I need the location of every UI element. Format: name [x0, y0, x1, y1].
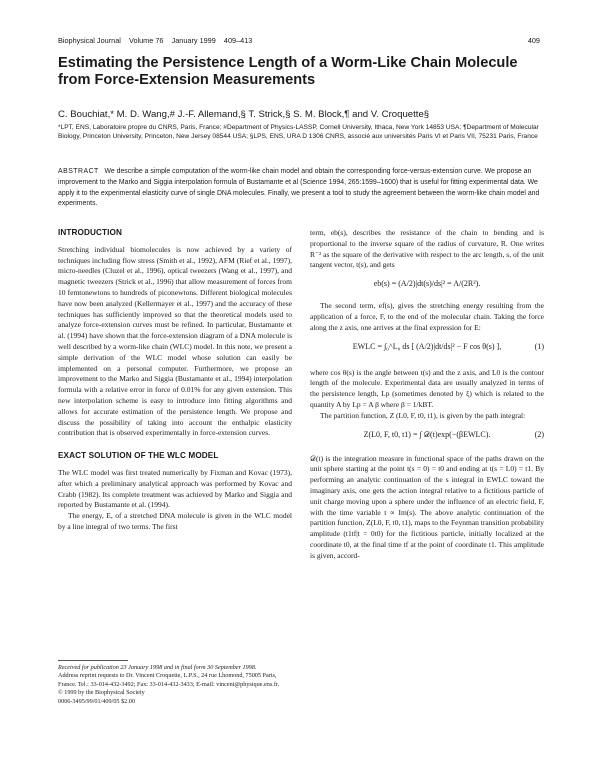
- bending-paragraph: term, eb(s), describes the resistance of the chain to bending and is proportional to the inverse square of the radius of curvature, R. One writes R⁻² as the square of the derivative with respect to the arc length, s, of the unit tangent vector, t(s), and gets: [310, 228, 544, 270]
- equation-number-1: (1): [534, 341, 544, 351]
- stretching-paragraph: The second term, ef(s), gives the stretching energy resulting from the application of a force, F, to the end of the molecular chain. Taking the force along the z axis, one arrives at the final expression for E:: [310, 301, 544, 332]
- measure-paragraph: 𝒟(t) is the integration measure in functional space of the paths drawn on the unit sphere starting at the point t(s = 0) = t0 and ending at t(s = L0) = t1. By performing an analytic continuation of the s integral in EWLC toward the imaginary axis, one gets the action integral relative to a fictitious particle of unit charge moving upon a sphere under the influence of an electric field, F, with the time variable t ∝ Im(s). The above analytic continuation of the partition function, Z(L0, F, t0, t1), maps to the Feynman transition probability amplitude (t1tf|t = 0t0) for the fictitious particle, initially localized at the coordinate t0, at the final time tf at the point of coordinate t1. This amplitude is given, accord-: [310, 453, 544, 560]
- right-column: [310, 228, 544, 562]
- issue-date: January 1999: [171, 36, 216, 45]
- received-note: Received for publication 23 January 1998 and in final form 30 September 1998.: [58, 664, 257, 671]
- partition-paragraph: The partition function, Z (L0, F, t0, t1), is given by the path integral:: [320, 410, 526, 420]
- wlc-paragraph-1: The WLC model was first treated numerically by Fixman and Kovac (1973), after which a preliminary analytical approach was performed by Kovac and Crabb (1982). Its complete treatment was achieved by Marko and Siggia and reported by Bustamante et al. (1994).: [58, 467, 292, 510]
- footnotes: [58, 660, 292, 706]
- journal-volume: Volume 76: [128, 36, 164, 45]
- left-column: [58, 228, 292, 533]
- equation-bending: [310, 271, 544, 301]
- author-list: C. Bouchiat,* M. D. Wang,# J.-F. Allemand,§ T. Strick,§ S. M. Block,¶ and V. Croquette§: [58, 109, 430, 120]
- equation-bending-body: eb(s) = (A/2)|dt(s)/ds|² = A/(2R²).: [373, 279, 481, 289]
- page-number: 409: [527, 36, 540, 45]
- equation-energy-body: EWLC = ∫₀^L₀ ds [ (A/2)|dt/ds|² − F cos θ(s) ],: [352, 341, 502, 351]
- equation-energy: [310, 334, 544, 368]
- angle-paragraph: where cos θ(s) is the angle between t(s) and the z axis, and L0 is the contour length of the molecule. Experimental data are usually analyzed in terms of the persistence length, Lp (sometimes denoted by ξ) which is related to the quantity A by Lp = A β where β = 1/kBT.: [310, 367, 544, 409]
- abstract-text: We describe a simple computation of the worm-like chain model and obtain the corresponding force-versus-extension curve. We propose an improvement to the Marko and Siggia interpolation formula of Bustamante et al (Science 1994, 265:1599–1600) that is useful for fitting experimental data. We apply it to the experimental elasticity curve of single DNA molecules. Finally, we present a tool to study the agreement between the worm-like chain model and experiments.: [58, 168, 540, 208]
- section-heading-wlc: EXACT SOLUTION OF THE WLC MODEL: [58, 451, 219, 461]
- paper-title: Estimating the Persistence Length of a Worm-Like Chain Molecule from Force-Extension Measurements: [58, 55, 518, 88]
- equation-partition: [310, 422, 544, 454]
- wlc-paragraph-2: The energy, E, of a stretched DNA molecule is given in the WLC model by a line integral of two terms. The first: [58, 511, 292, 531]
- footnote-rule: [58, 660, 128, 661]
- article-code: 0006-3495/99/01/409/05 $2.00: [58, 697, 135, 705]
- copyright-line: © 1999 by the Biophysical Society: [58, 689, 145, 697]
- affiliations: *LPT, ENS, Laboratoire propre du CNRS, Paris, France; #Department of Physics-LASSP, Cornell University, Ithaca, New York 14853 USA; ¶Department of Molecular Biology, Princeton University, Princeton, New Jersey 08544 USA; §LPS, ENS, URA D 1306 CNRS, associé aux universités Paris VI et Paris VII, 75231 Paris, France: [58, 124, 539, 140]
- equation-partition-body: Z(L0, F, t0, t1) = ∫ 𝒟(t)exp(−(βEWLC).: [363, 429, 491, 439]
- abstract-label: ABSTRACT: [58, 168, 99, 175]
- running-header: [58, 36, 540, 45]
- section-heading-introduction: INTRODUCTION: [58, 228, 122, 237]
- journal-name: Biophysical Journal: [58, 36, 121, 45]
- intro-paragraph: Stretching individual biomolecules is now achieved by a variety of techniques including flow stress (Smith et al., 1992), AFM (Rief et al., 1997), micro-needles (Cluzel et al., 1996), optical tweezers (Wang et al., 1997), and magnetic tweezers (Strick et al., 1996) that allow measurement of forces from 10 femtonewtons to hundreds of piconewtons. Different biological molecules have now been analyzed (Kellermayer et al., 1997) and the accuracy of these techniques has sufficiently improved so that the theoretical models used to analyze force-extension curves must be refined. In particular, Bustamante et al. (1994) have shown that the force-extension diagram of a DNA molecule is well described by a worm-like chain (WLC) model. In this note, we present a simple derivation of the WLC model whose solution can easily be implemented on a personal computer. Furthermore, we propose an improvement to the Marko and Siggia (Bustamante et al., 1994) interpolation formula with a relative error in force of 0.01% for any given extension. This new interpolation scheme is easy to introduce into fitting algorithms and allows for accurate estimation of the persistence length. We propose and discuss the possibility of taking into account the enthalpic elasticity contribution that is observed experimentally in force-extension curves.: [58, 244, 292, 438]
- abstract: [58, 167, 548, 210]
- reprint-address: Address reprint requests to Dr. Vincent Croquette, L.P.S., 24 rue Lhomond, 75005 Paris, France. Tel.: 33-014-432-3492; Fax: 33-014-432-3433; E-mail: vincent@physique.ens.fr.: [58, 672, 280, 688]
- equation-number-2: (2): [534, 429, 544, 439]
- page-range: 409–413: [223, 36, 253, 45]
